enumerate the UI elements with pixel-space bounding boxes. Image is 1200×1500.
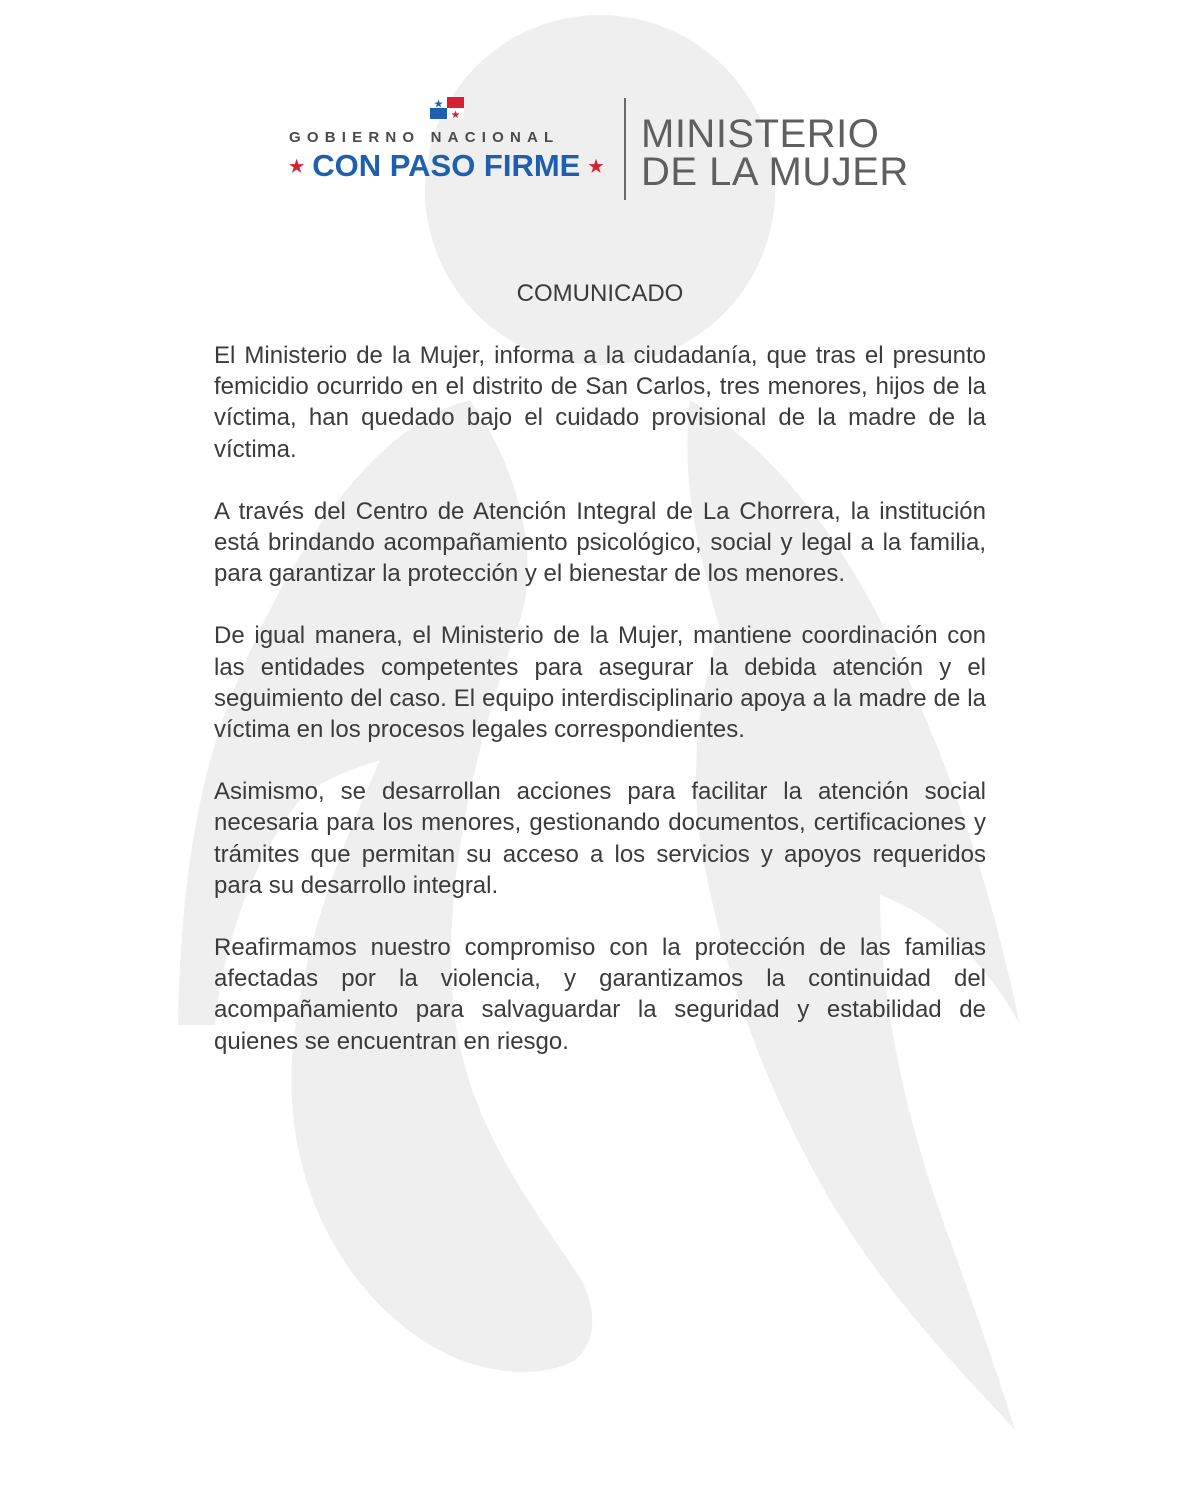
star-icon: ★ bbox=[588, 156, 604, 176]
header-divider bbox=[624, 98, 626, 200]
ministry-name bbox=[641, 112, 909, 194]
paragraph: Asimismo, se desarrollan acciones para facilitar la atención social necesaria para los menores, gestionando documentos, certificaciones y trámites que permitan su acceso a los servicios y apoyos requeridos para su desarrollo integral. bbox=[214, 778, 986, 899]
letterhead bbox=[0, 0, 1200, 230]
paragraph: El Ministerio de la Mujer, informa a la ciudadanía, que tras el presunto femicidio ocurrido en el distrito de San Carlos, tres menores, hijos de la víctima, han quedado bajo el cuidado provisional de la madre de la víctima. bbox=[214, 342, 986, 463]
panama-flag-icon bbox=[430, 97, 464, 119]
paragraph: A través del Centro de Atención Integral de La Chorrera, la institución está brindando acompañamiento psicológico, social y legal a la familia, para garantizar la protección y el bienestar de los menores. bbox=[214, 497, 986, 588]
ministry-name-line-2: DE LA MUJER bbox=[641, 150, 909, 194]
slogan bbox=[289, 148, 609, 184]
document-body bbox=[214, 278, 986, 1088]
ministry-name-line-1: MINISTERIO bbox=[641, 112, 880, 156]
government-line: GOBIERNO NACIONAL bbox=[289, 129, 560, 146]
slogan-text: CON PASO FIRME bbox=[312, 148, 581, 183]
paragraph: De igual manera, el Ministerio de la Mujer, mantiene coordinación con las entidades competentes para asegurar la debida atención y el seguimiento del caso. El equipo interdisciplinario apoya a la madre de la víctima en los procesos legales correspondientes. bbox=[214, 622, 986, 744]
document-title: COMUNICADO bbox=[516, 280, 684, 307]
star-icon: ★ bbox=[289, 156, 305, 176]
paragraph: Reafirmamos nuestro compromiso con la protección de las familias afectadas por la violencia, y garantizamos la continuidad del acompañamiento para salvaguardar la seguridad y estabilidad de quienes se encuentran en riesgo. bbox=[214, 934, 986, 1055]
